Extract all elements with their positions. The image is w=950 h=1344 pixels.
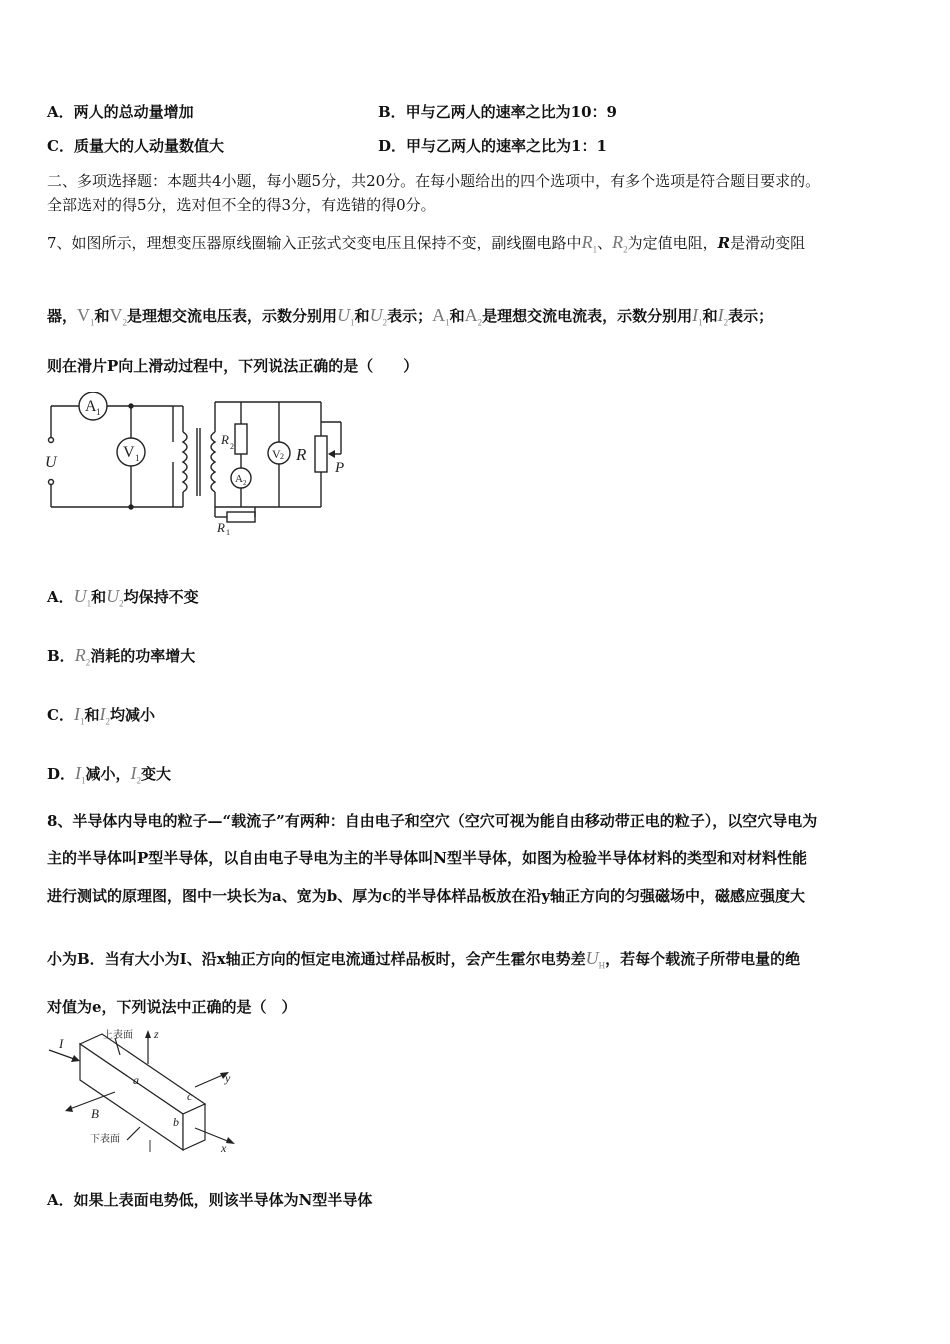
q7-option-b: B．$R_2$消耗的功率增大 <box>47 645 196 668</box>
q8-stem-line5: 对值为e，下列说法中正确的是（ ） <box>47 998 297 1016</box>
a1-symbol: $A_1$ <box>432 305 450 328</box>
fig-label-current: I <box>59 1036 64 1051</box>
section-heading: 二、多项选择题：本题共4小题，每小题5分，共20分。在每小题给出的四个选项中，有多个选项是符合题目要求的。 <box>47 172 821 190</box>
r2-symbol: $R_2$ <box>612 232 628 255</box>
u1-symbol: $U_1$ <box>73 586 92 609</box>
v1-symbol: $V_1$ <box>77 305 95 328</box>
fig-label-a2: A <box>235 473 243 485</box>
q7-option-a: A．$U_1$和$U_2$均保持不变 <box>47 586 199 609</box>
fig-label-u: U <box>45 454 57 471</box>
q7-option-d: D．$I_1$减小，$I_2$变大 <box>47 763 172 786</box>
svg-text:2: 2 <box>243 479 247 487</box>
q7-stem-line1: 7、如图所示，理想变压器原线圈输入正弦式交变电压且保持不变，副线圈电路中$R_1$、$R_2$为定值电阻，R是滑动变阻 <box>47 232 806 255</box>
q8-stem-line1: 8、半导体内导电的粒子—“载流子”有两种：自由电子和空穴（空穴可视为能自由移动带正电的粒子），以空穴导电为 <box>47 812 818 830</box>
u2-symbol: $U_2$ <box>369 305 388 328</box>
svg-text:2: 2 <box>230 442 234 451</box>
q6-option-b: B．甲与乙两人的速率之比为10：9 <box>378 103 617 121</box>
svg-text:1: 1 <box>135 453 140 463</box>
r1-symbol: $R_1$ <box>581 232 598 255</box>
uh-symbol: $U_H$ <box>585 948 606 971</box>
fig-label-b-field: B <box>91 1106 99 1121</box>
fig-label-r1: R <box>217 520 225 535</box>
u2-symbol: $U_2$ <box>106 586 124 609</box>
fig-label-b: b <box>173 1115 179 1129</box>
i1-symbol: $I_1$ <box>692 305 703 328</box>
svg-text:2: 2 <box>280 452 284 461</box>
fig-label-v2: V <box>272 447 281 461</box>
i2-symbol: $I_2$ <box>717 305 729 328</box>
q6-option-d: D．甲与乙两人的速率之比为1：1 <box>378 137 607 155</box>
q8-stem-line2: 主的半导体叫P型半导体，以自由电子导电为主的半导体叫N型半导体，如图为检验半导体材料的类型和对材料性能 <box>47 849 807 867</box>
svg-text:1: 1 <box>226 528 230 537</box>
i1-symbol: $I_1$ <box>73 704 85 727</box>
q7-stem-line2: 器，$V_1$和$V_2$是理想交流电压表，示数分别用$U_1$和$U_2$表示；$A_1$和$A_2$是理想交流电流表，示数分别用$I_1$和$I_2$表示； <box>47 305 774 328</box>
fig-label-bottom-surface: 下表面 <box>90 1134 120 1145</box>
q8-stem-line3: 进行测试的原理图，图中一块长为a、宽为b、厚为c的半导体样品板放在沿y轴正方向的匀强磁场中，磁感应强度大 <box>47 887 806 905</box>
q8-stem-line4: 小为B．当有大小为I、沿x轴正方向的恒定电流通过样品板时，会产生霍尔电势差$U_H$，若每个载流子所带电量的绝 <box>47 948 801 971</box>
i2-symbol: $I_2$ <box>130 763 142 786</box>
i1-symbol: $I_1$ <box>75 763 86 786</box>
svg-text:1: 1 <box>96 407 101 417</box>
fig-label-y: y <box>225 1071 231 1085</box>
fig-label-r: R <box>296 445 307 464</box>
q7-stem-line3: 则在滑片P向上滑动过程中，下列说法正确的是（ ） <box>47 357 419 375</box>
i2-symbol: $I_2$ <box>99 704 110 727</box>
fig-label-z: z <box>154 1027 159 1041</box>
q8-option-a: A．如果上表面电势低，则该半导体为N型半导体 <box>47 1191 373 1209</box>
hall-effect-diagram <box>45 1022 255 1157</box>
fig-label-r2: R <box>221 432 229 447</box>
fig-label-top-surface: 上表面 <box>103 1030 133 1041</box>
u1-symbol: $U_1$ <box>337 305 355 328</box>
fig-label-p: P <box>335 460 345 476</box>
q7-option-c: C．$I_1$和$I_2$均减小 <box>47 704 155 727</box>
q6-option-a: A．两人的总动量增加 <box>47 103 194 121</box>
fig-label-v1: V <box>123 444 135 461</box>
fig-label-a1: A <box>85 398 97 415</box>
r2-symbol: $R_2$ <box>74 645 91 668</box>
q6-option-c: C．质量大的人动量数值大 <box>47 137 224 155</box>
fig-label-c: c <box>187 1089 193 1103</box>
fig-label-a: a <box>133 1073 139 1087</box>
a2-symbol: $A_2$ <box>464 305 483 328</box>
v2-symbol: $V_2$ <box>109 305 128 328</box>
fig-label-x: x <box>221 1141 227 1155</box>
transformer-circuit-diagram <box>45 392 365 537</box>
section-heading-line2: 全部选对的得5分，选对但不全的得3分，有选错的得0分。 <box>47 196 436 214</box>
